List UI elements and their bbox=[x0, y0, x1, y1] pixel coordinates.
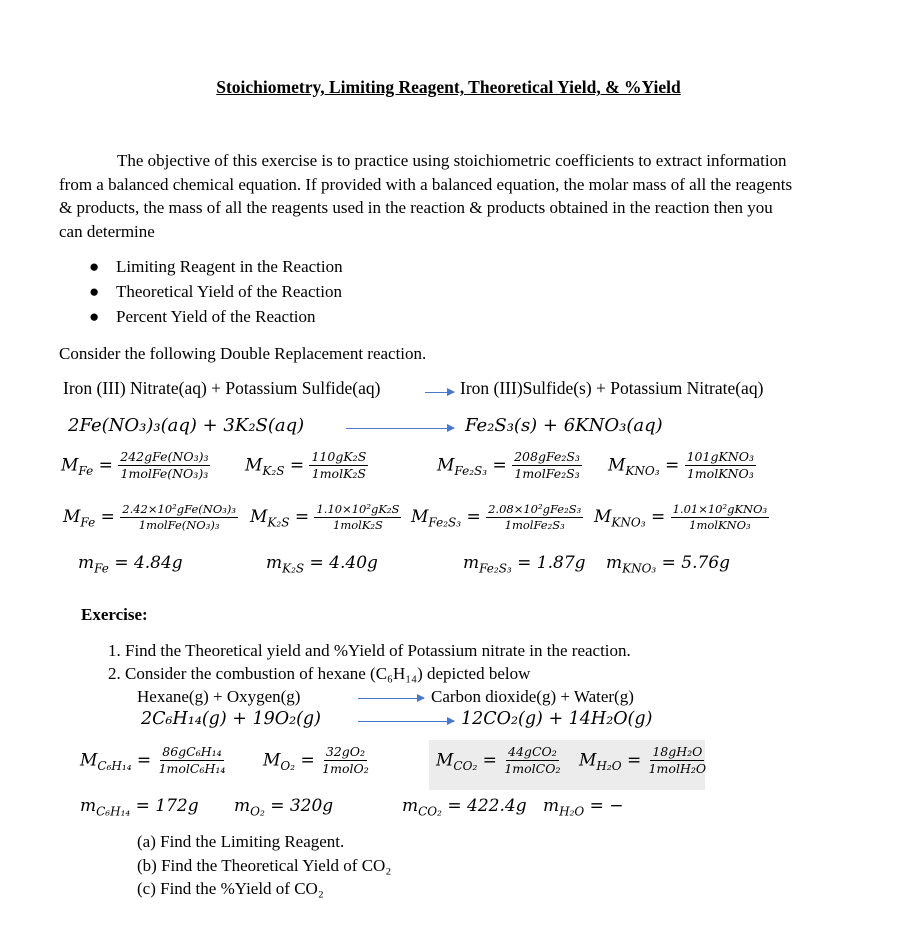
mass-co2: $m_{CO_2} = 422.4g$ bbox=[402, 796, 527, 819]
mass-k2s: $m_{K_2S} = 4.40g$ bbox=[266, 553, 378, 576]
mass-fe: $m_{Fe} = 4.84g$ bbox=[78, 553, 183, 576]
reaction-arrow-icon bbox=[358, 721, 454, 722]
molar-mass-k2s-sci: $M_{K_2S}$ = $\frac{\text{1.10×10²gK₂S}}{\text{1molK₂S}}$ bbox=[250, 502, 400, 533]
reaction-arrow-icon bbox=[425, 392, 454, 393]
mass-fe2s3: $m_{Fe_2S_3} = 1.87g$ bbox=[463, 553, 586, 576]
intro-paragraph bbox=[59, 149, 799, 243]
bullet-dot-icon: ● bbox=[89, 257, 100, 276]
exercise-item-1: 1. Find the Theoretical yield and %Yield of Potassium nitrate in the reaction. bbox=[108, 641, 631, 660]
reaction1-formula-left: 2Fe(NO₃)₃(aq) + 3K₂S(aq) bbox=[68, 415, 305, 436]
molar-mass-fe2s3: $M_{Fe_2S_3}$ = $\frac{\text{208gFe₂S₃}}{\text{1molFe₂S₃}}$ bbox=[437, 449, 580, 482]
bullet-item: ● Theoretical Yield of the Reaction bbox=[89, 282, 342, 301]
bullet-dot-icon: ● bbox=[89, 282, 100, 301]
reaction2-words-left: Hexane(g) + Oxygen(g) bbox=[137, 687, 301, 706]
mass-kno3: $m_{KNO_3} = 5.76g$ bbox=[606, 553, 731, 576]
reaction2-formula-left: 2C₆H₁₄(g) + 19O₂(g) bbox=[141, 709, 321, 729]
reaction2-words-right: Carbon dioxide(g) + Water(g) bbox=[431, 687, 634, 706]
sub-question-c: (c) Find the %Yield of CO₂ bbox=[137, 879, 324, 898]
exercise-heading: Exercise: bbox=[81, 605, 148, 624]
molar-mass-h2o: $M_{H_2O}$ = $\frac{\text{18gH₂O}}{\text{1molH₂O}}$ bbox=[579, 744, 707, 777]
consider-text: Consider the following Double Replacement reaction. bbox=[59, 344, 427, 363]
molar-mass-k2s: $M_{K_2S}$ = $\frac{\text{110gK₂S}}{\text{1molK₂S}}$ bbox=[245, 449, 367, 482]
molar-mass-fe-sci: $M_{Fe}$ = $\frac{\text{2.42×10²gFe(NO₃)₃}}{\text{1molFe(NO₃)₃}}$ bbox=[63, 502, 236, 533]
reaction-arrow-icon bbox=[346, 428, 454, 429]
reaction-arrow-icon bbox=[358, 698, 424, 699]
exercise-item-2: 2. Consider the combustion of hexane (C₆H₁₄) depicted below bbox=[108, 664, 531, 683]
reaction1-words-left: Iron (III) Nitrate(aq) + Potassium Sulfide(aq) bbox=[63, 378, 381, 398]
page-title: Stoichiometry, Limiting Reagent, Theoretical Yield, & %Yield bbox=[216, 77, 681, 97]
reaction2-formula-right: 12CO₂(g) + 14H₂O(g) bbox=[461, 709, 653, 729]
bullet-item: ● Percent Yield of the Reaction bbox=[89, 307, 316, 326]
bullet-dot-icon: ● bbox=[89, 307, 100, 326]
sub-question-b: (b) Find the Theoretical Yield of CO₂ bbox=[137, 856, 392, 875]
mass-o2: $m_{O_2} = 320g$ bbox=[234, 796, 334, 819]
molar-mass-co2: $M_{CO_2}$ = $\frac{\text{44gCO₂}}{\text{1molCO₂}}$ bbox=[436, 744, 561, 777]
mass-c6h14: $m_{C_6H_{14}} = 172g$ bbox=[80, 796, 199, 819]
molar-mass-kno3-sci: $M_{KNO_3}$ = $\frac{\text{1.01×10²gKNO₃}}{\text{1molKNO₃}}$ bbox=[594, 502, 768, 533]
molar-mass-c6h14: $M_{C_6H_{14}}$ = $\frac{\text{86gC₆H₁₄}}{\text{1molC₆H₁₄}}$ bbox=[80, 744, 226, 777]
intro-text: The objective of this exercise is to practice using stoichiometric coefficients to extract information from a balanced chemical equation. If provided with a balanced equation, the molar mass of all the reagents & products, the mass of all the reagents used in the reaction & products obtained in the reaction then you can determine bbox=[59, 151, 793, 241]
bullet-item: ● Limiting Reagent in the Reaction bbox=[89, 257, 343, 276]
molar-mass-fe: $M_{Fe}$ = $\frac{\text{242gFe(NO₃)₃}}{\text{1molFe(NO₃)₃}}$ bbox=[61, 449, 209, 482]
molar-mass-kno3: $M_{KNO_3}$ = $\frac{\text{101gKNO₃}}{\text{1molKNO₃}}$ bbox=[608, 449, 755, 482]
reaction1-words-right: Iron (III)Sulfide(s) + Potassium Nitrate(aq) bbox=[460, 378, 764, 398]
mass-h2o: $m_{H_2O}$ = − bbox=[543, 796, 624, 819]
sub-question-a: (a) Find the Limiting Reagent. bbox=[137, 832, 345, 851]
reaction1-formula-right: Fe₂S₃(s) + 6KNO₃(aq) bbox=[465, 415, 663, 436]
molar-mass-o2: $M_{O_2}$ = $\frac{\text{32gO₂}}{\text{1molO₂}}$ bbox=[263, 744, 369, 777]
molar-mass-fe2s3-sci: $M_{Fe_2S_3}$ = $\frac{\text{2.08×10²gFe₂S₃}}{\text{1molFe₂S₃}}$ bbox=[411, 502, 582, 533]
